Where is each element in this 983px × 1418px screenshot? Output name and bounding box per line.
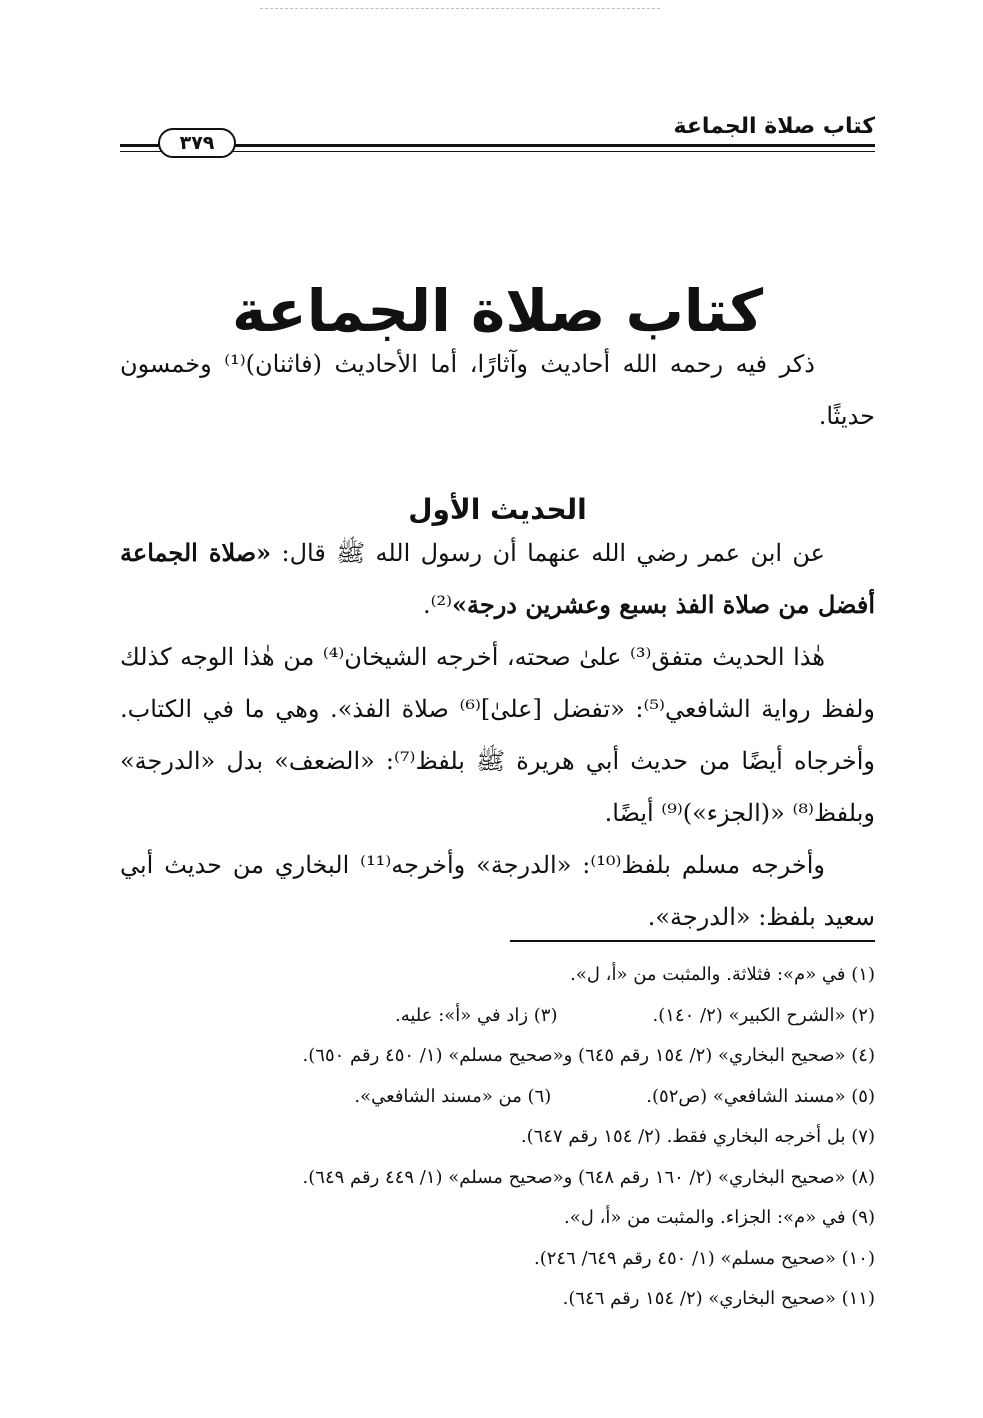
footnote-row-2-3	[120, 996, 875, 1037]
book-title: كتاب صلاة الجماعة	[231, 276, 764, 345]
footnote-8: (٨) «صحيح البخاري» (٢/ ١٦٠ رقم ٦٤٨) و«صحيح مسلم» (١/ ٤٤٩ رقم ٦٤٩).	[302, 1166, 875, 1188]
paragraph-1-note: ⁽²⁾.	[422, 591, 453, 619]
footnote-4: (٤) «صحيح البخاري» (٢/ ١٥٤ رقم ٦٤٥) و«صحيح مسلم» (١/ ٤٥٠ رقم ٦٥٠).	[302, 1045, 875, 1066]
page-header	[120, 106, 875, 162]
scan-top-marks	[260, 8, 660, 11]
paragraph-1-intro: عن ابن عمر رضي الله عنهما أن رسول الله ﷺ قال:	[271, 539, 825, 567]
footnote-10: (١٠) «صحيح مسلم» (١/ ٤٥٠ رقم ٦٤٩/ ٢٤٦).	[534, 1247, 875, 1269]
footnote-3: (٣) زاد في «أ»: عليه.	[394, 1004, 558, 1026]
footnote-6: (٦) من «مسند الشافعي».	[354, 1085, 552, 1107]
paragraph-3: وأخرجه مسلم بلفظ⁽¹⁰⁾: «الدرجة» وأخرجه⁽¹¹⁾ البخاري من حديث أبي سعيد بلفظ: «الدرجة».	[120, 851, 875, 931]
footnote-9: (٩) في «م»: الجزاء. والمثبت من «أ، ل».	[564, 1207, 875, 1228]
footnote-2: (٢) «الشرح الكبير» (٢/ ١٤٠).	[652, 1004, 875, 1026]
hadith-heading: الحديث الأول	[408, 493, 587, 527]
paragraph-2: هٰذا الحديث متفق⁽³⁾ علىٰ صحته، أخرجه الشيخان⁽⁴⁾ من هٰذا الوجه كذلك ولفظ رواية الشافعي⁽⁵⁾: «تفضل [علىٰ]⁽⁶⁾ صلاة الفذ». وهي ما في الكتاب. وأخرجاه أيضًا من حديث أبي هريرة ﷺ بلفظ⁽⁷⁾: «الضعف» بدل «الدرجة» وبلفظ⁽⁸⁾ «(الجزء»)⁽⁹⁾ أيضًا.	[120, 643, 875, 827]
footnote-7: (٧) بل أخرجه البخاري فقط. (٢/ ١٥٤ رقم ٦٤٧).	[520, 1126, 875, 1147]
paragraph-1	[120, 527, 875, 631]
running-title: كتاب صلاة الجماعة	[673, 114, 875, 139]
footnote-11: (١١) «صحيح البخاري» (٢/ ١٥٤ رقم ٦٤٦).	[562, 1288, 875, 1309]
footnote-row-5-6	[120, 1077, 875, 1118]
intro-paragraph: ذكر فيه رحمه الله أحاديث وآثارًا، أما الأحاديث (فاثنان)⁽¹⁾ وخمسون حديثًا.	[120, 350, 875, 430]
main-text	[120, 527, 875, 943]
page-number-badge: ٣٧٩	[158, 128, 236, 158]
footnotes	[120, 955, 875, 1320]
footnote-5: (٥) «مسند الشافعي» (ص٥٢).	[646, 1085, 875, 1107]
hadith-quote: «صلاة الجماعة أفضل من صلاة الفذ بسبع وعشرين درجة»	[120, 538, 875, 619]
footnote-rule	[510, 940, 875, 942]
footnote-1: (١) في «م»: فثلاثة. والمثبت من «أ، ل».	[570, 964, 875, 985]
